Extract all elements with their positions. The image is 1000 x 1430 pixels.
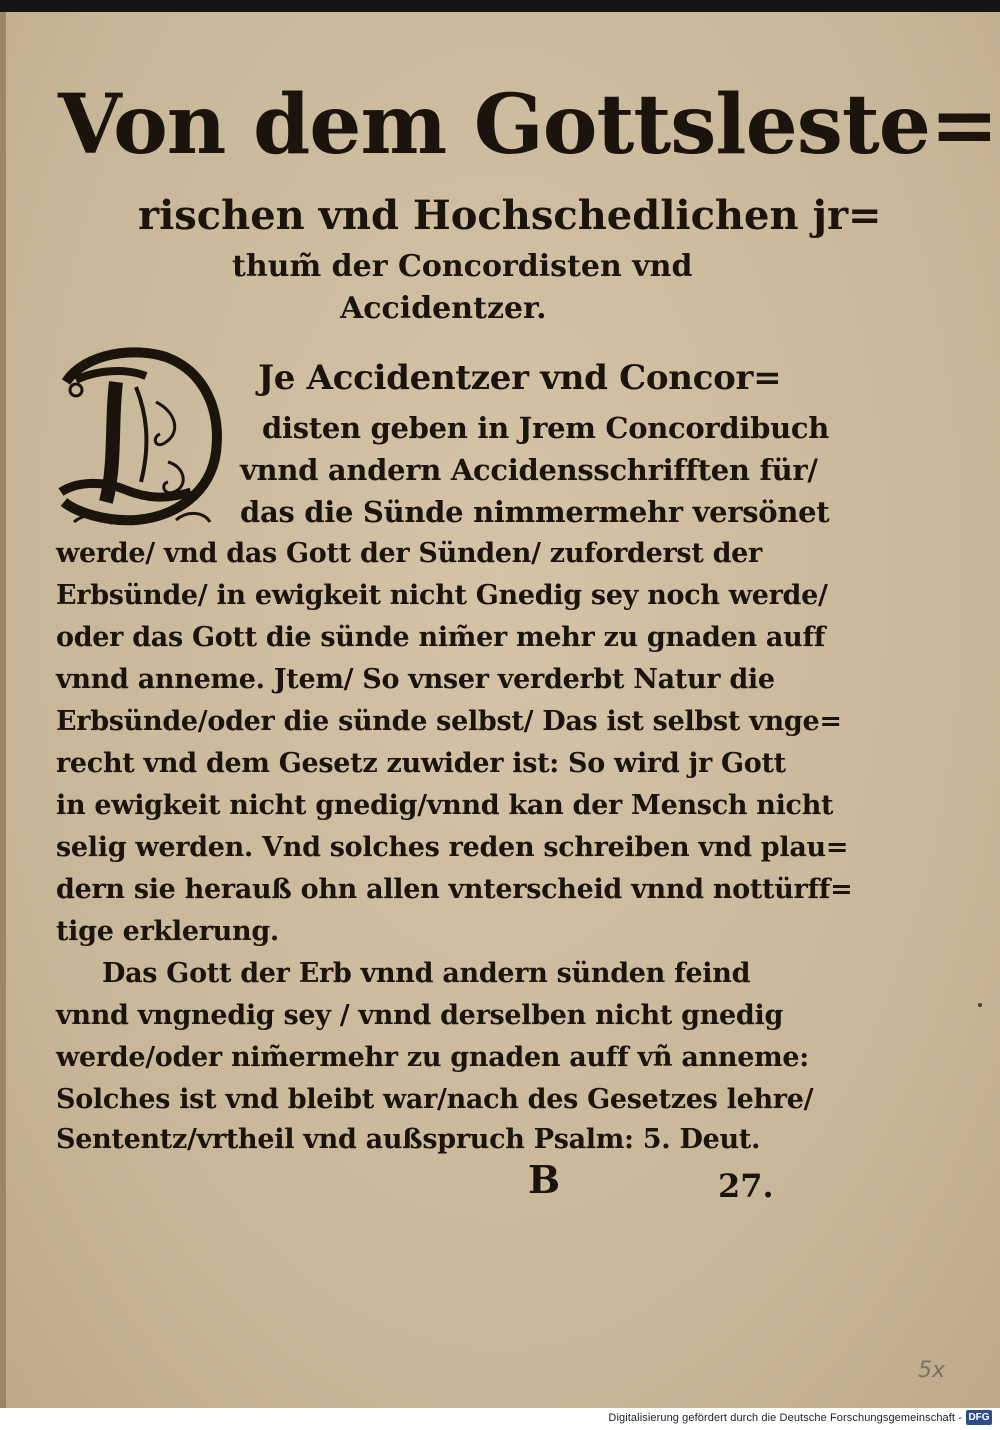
ink-speck [978, 1003, 982, 1007]
body-line-7: oder das Gott die sünde nim̃er mehr zu gnaden auff [56, 622, 826, 653]
body-line-9: Erbsünde/oder die sünde selbst/ Das ist selbst vnge= [56, 706, 842, 737]
signature-mark: B [528, 1157, 561, 1202]
funding-credit: Digitalisierung gefördert durch die Deutsche Forschungsgemeinschaft - [608, 1412, 962, 1424]
chapter-title-line-2: rischen vnd Hochschedlichen jr= [138, 192, 882, 239]
body-line-11: in ewigkeit nicht gnedig/vnnd kan der Mensch nicht [56, 790, 834, 821]
body-line-16: vnnd vngnedig sey / vnnd derselben nicht gnedig [56, 1000, 784, 1031]
page-edge [0, 12, 6, 1408]
body-line-15: Das Gott der Erb vnnd andern sünden feind [102, 958, 751, 989]
body-line-12: selig werden. Vnd solches reden schreiben vnd plau= [56, 832, 849, 863]
body-line-8: vnnd anneme. Jtem/ So vnser verderbt Natur die [56, 664, 775, 695]
body-line-19: Sententz/vrtheil vnd außspruch Psalm: 5. Deut. [56, 1124, 761, 1155]
body-line-4: das die Sünde nimmermehr versönet [240, 495, 830, 529]
body-line-10: recht vnd dem Gesetz zuwider ist: So wird jr Gott [56, 748, 786, 779]
body-line-13: dern sie herauß ohn allen vnterscheid vnnd nottürff= [56, 874, 853, 905]
body-line-6: Erbsünde/ in ewigkeit nicht Gnedig sey noch werde/ [56, 580, 828, 611]
decorative-initial-d-icon [56, 342, 226, 532]
pencil-annotation: 5x [918, 1358, 946, 1383]
chapter-title-line-1: Von dem Gottsleste= [58, 77, 998, 173]
top-border [0, 0, 1000, 12]
body-line-5: werde/ vnd das Gott der Sünden/ zuforderst der [56, 538, 762, 569]
chapter-title-line-3: thum̃ der Concordisten vnd [232, 249, 693, 284]
body-line-14: tige erklerung. [56, 916, 279, 947]
body-line-3: vnnd andern Accidensschrifften für/ [240, 453, 818, 487]
body-line-17: werde/oder nim̃ermehr zu gnaden auff vñ anneme: [56, 1042, 809, 1073]
dfg-logo: DFG [966, 1410, 992, 1425]
page-catchword: 27. [718, 1167, 774, 1205]
body-line-2: disten geben in Jrem Concordibuch [262, 411, 829, 445]
body-line-18: Solches ist vnd bleibt war/nach des Gesetzes lehre/ [56, 1084, 814, 1115]
chapter-title-line-4: Accidentzer. [340, 291, 547, 326]
body-line-1: Je Accidentzer vnd Concor= [258, 358, 782, 398]
